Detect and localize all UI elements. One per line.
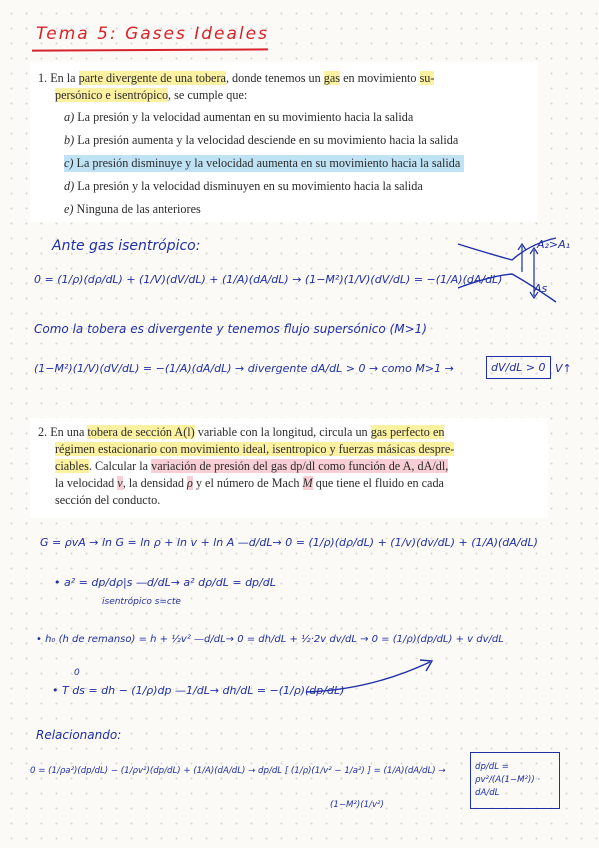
q2-number: 2. [38, 425, 48, 439]
q2-highlight-3: régimen estacionario con movimiento ideal, isentropico y fuerzas másicas despre- [55, 442, 455, 456]
option-label: c) [64, 156, 74, 170]
q2-var-v: v [117, 476, 123, 490]
q2-highlight-4: ciables [55, 459, 89, 473]
q2-highlight-1: tobera de sección A(l) [87, 425, 195, 439]
q1-option-e [64, 201, 201, 218]
notes2-isentropic-note: isentrópico s=cte [102, 597, 181, 607]
q1-option-a [64, 109, 413, 126]
q2-highlight-pink: variación de presión del gas dp/dl como función de A, dA/dl, [151, 459, 449, 473]
q2-text-1: En una [50, 425, 85, 439]
q1-highlight-1: parte divergente de una tobera [78, 71, 226, 85]
option-text: La presión y la velocidad disminuyen en su movimiento hacia la salida [77, 179, 423, 193]
question-1-card [30, 62, 538, 222]
option-label: d) [64, 179, 75, 193]
title-underline [32, 48, 268, 51]
option-label: e) [64, 202, 74, 216]
option-text: La presión disminuye y la velocidad aumenta en su movimiento hacia la salida [76, 156, 461, 170]
sketch-label-as: As [534, 282, 548, 295]
notes1-boxed-result: dV/dL > 0 [486, 356, 551, 379]
notes2-equation-final: 0 = (1/ρa²)(dp/dL) − (1/ρv²)(dp/dL) + (1/A)(dA/dL) → dp/dL [ (1/ρ)(1/v² − 1/a²) ] = (1/A)(dA/dL) → [30, 766, 446, 776]
question-2-card [30, 418, 548, 518]
q1-highlight-3a: su- [419, 71, 435, 85]
q2-text-3: . Calcular la [88, 459, 149, 473]
q2-var-m: M [302, 476, 313, 490]
q2-text-4: la velocidad [55, 476, 115, 490]
sketch-label-a2: A₂>A₁ [537, 238, 571, 251]
q1-text-3: en movimiento [343, 71, 417, 85]
q1-text-1: En la [50, 71, 76, 85]
q2-text-2: variable con la longitud, circula un [197, 425, 368, 439]
q2-highlight-2: gas perfecto en [370, 425, 445, 439]
notes1-line-2: Como la tobera es divergente y tenemos flujo supersónico (M>1) [34, 322, 427, 336]
notes2-equation-h: • h₀ (h de remanso) = h + ½v² —d/dL→ 0 = dh/dL + ½·2v dv/dL → 0 = (1/ρ)(dp/dL) + v dv/dL [36, 634, 504, 645]
q1-option-b [64, 132, 458, 149]
option-label: b) [64, 133, 75, 147]
notes2-ds-zero: 0 [74, 668, 80, 678]
q2-text-5: , la densidad [122, 476, 184, 490]
notes1-equation-1: 0 = (1/ρ)(dρ/dL) + (1/V)(dV/dL) + (1/A)(dA/dL) → (1−M²)(1/V)(dV/dL) = −(1/A)(dA/dL) [34, 273, 503, 286]
question-2-stem [38, 424, 544, 509]
q1-highlight-3b: persónico e isentrópico [55, 88, 169, 102]
option-text: Ninguna de las anteriores [76, 202, 201, 216]
q1-text-2: , donde tenemos un [225, 71, 321, 85]
q2-text-8: sección del conducto. [55, 493, 161, 507]
notes1-equation-2: (1−M²)(1/V)(dV/dL) = −(1/A)(dA/dL) → divergente dA/dL > 0 → como M>1 → [34, 362, 454, 375]
option-text: La presión aumenta y la velocidad desciende en su movimiento hacia la salida [77, 133, 459, 147]
notes1-heading: Ante gas isentrópico: [52, 238, 201, 254]
notes1-tail: V↑ [555, 362, 572, 375]
notes2-relating: Relacionando: [36, 728, 122, 742]
notes2-equation-t: • T ds = dh − (1/ρ)dp —1/dL→ dh/dL = −(1/ρ)(dp/dL) [52, 684, 345, 697]
notes2-under-bracket: (1−M²)(1/v²) [330, 800, 384, 810]
notes2-equation-a: • a² = dp/dρ|s —d/dL→ a² dρ/dL = dp/dL [54, 576, 276, 589]
q1-highlight-2: gas [323, 71, 341, 85]
option-label: a) [64, 110, 75, 124]
q1-option-c [64, 155, 464, 172]
q2-text-7: que tiene el fluido en cada [315, 476, 444, 490]
curved-arrow [300, 650, 450, 700]
q1-text-4: , se cumple que: [168, 88, 248, 102]
q2-text-6: y el número de Mach [195, 476, 300, 490]
option-text: La presión y la velocidad aumentan en su movimiento hacia la salida [77, 110, 414, 124]
question-1-stem [38, 70, 534, 104]
q1-number: 1. [38, 71, 48, 85]
notes2-boxed-final: dp/dL = ρv²/(A(1−M²)) · dA/dL [470, 752, 560, 809]
page-title: Tema 5: Gases Ideales [36, 24, 269, 44]
q2-var-rho: ρ [187, 476, 193, 490]
notes2-equation-g: G = ρvA → ln G = ln ρ + ln v + ln A —d/dL→ 0 = (1/ρ)(dρ/dL) + (1/v)(dv/dL) + (1/A)(dA/dL) [40, 536, 538, 549]
q1-option-d [64, 178, 423, 195]
